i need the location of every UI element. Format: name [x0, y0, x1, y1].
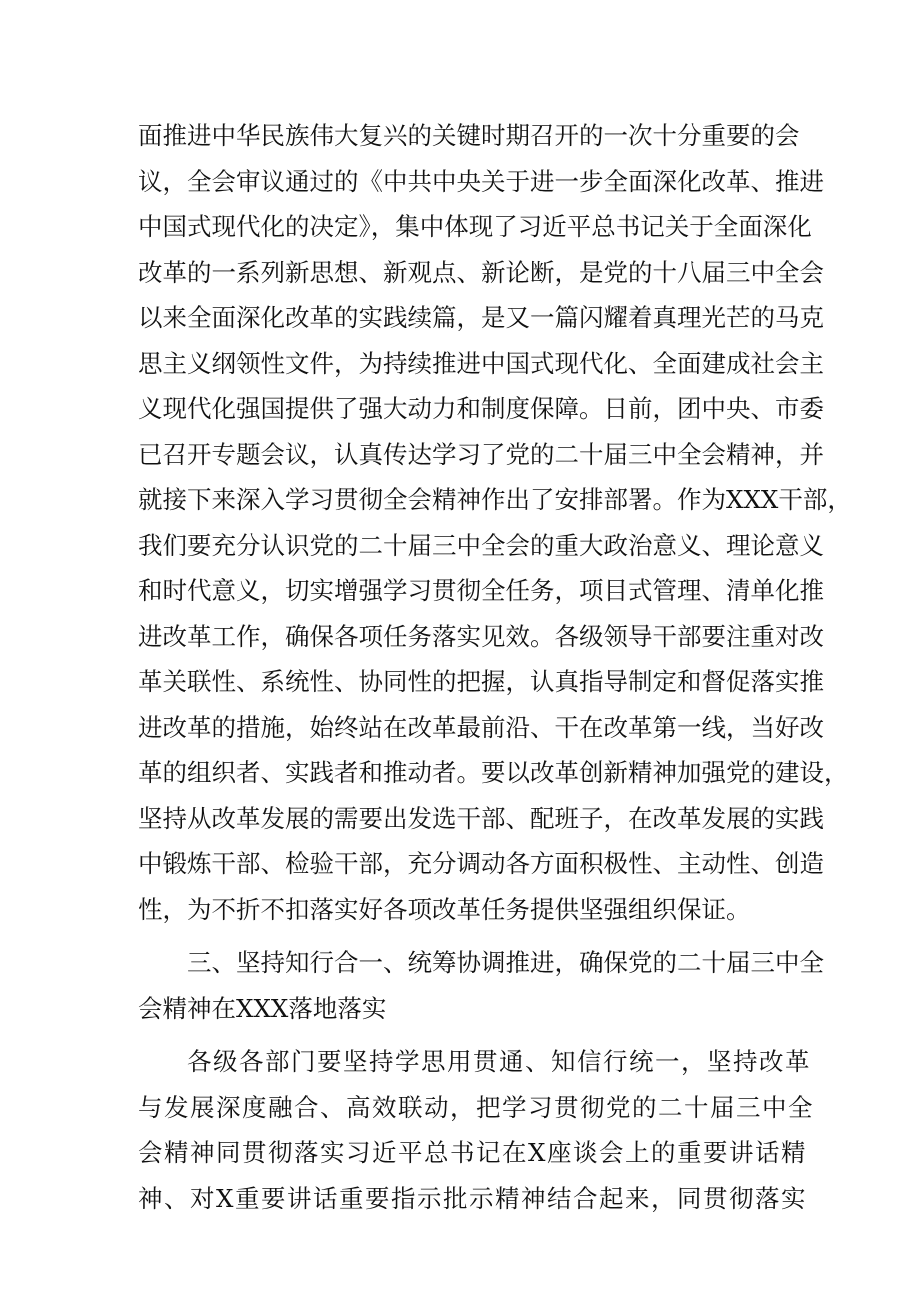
heading-line: 会精神在XXX落地落实 [138, 993, 387, 1023]
text-line: 革的组织者、实践者和推动者。要以改革创新精神加强党的建设， [138, 758, 849, 787]
text-line: 思主义纲领性文件，为持续推进中国式现代化、全面建成社会主 [138, 348, 824, 378]
text-line: 进改革的措施，始终站在改革最前沿、干在改革第一线，当好改 [138, 712, 824, 742]
text-line: 改革的一系列新思想、新观点、新论断，是党的十八届三中全会 [138, 257, 824, 287]
text-line: 神、对X重要讲话重要指示批示精神结合起来，同贯彻落实 [138, 1183, 807, 1213]
heading-line: 三、坚持知行合一、统筹协调推进，确保党的二十届三中全 [187, 948, 824, 977]
text-line: 已召开专题会议，认真传达学习了党的二十届三中全会精神，并 [138, 439, 824, 469]
text-line: 各级各部门要坚持学思用贯通、知信行统一，坚持改革 [187, 1047, 811, 1076]
document-body [138, 113, 852, 1221]
text-line: 我们要充分认识党的二十届三中全会的重大政治意义、理论意义 [138, 530, 824, 560]
text-line: 会精神同贯彻落实习近平总书记在X座谈会上的重要讲话精 [138, 1138, 807, 1167]
paragraph-2 [138, 1039, 814, 1221]
text-line: 中国式现代化的决定》，集中体现了习近平总书记关于全面深化 [138, 212, 812, 241]
section-heading [138, 940, 824, 1031]
text-line: 面推进中华民族伟大复兴的关键时期召开的一次十分重要的会 [138, 121, 800, 150]
text-line: 与发展深度融合、高效联动，把学习贯彻党的二十届三中全 [138, 1092, 814, 1122]
text-line: 革关联性、系统性、协同性的把握，认真指导制定和督促落实推 [138, 667, 824, 696]
text-line: 进改革工作，确保各项任务落实见效。各级领导干部要注重对改 [138, 621, 824, 651]
text-line: 中锻炼干部、检验干部，充分调动各方面积极性、主动性、创造 [138, 849, 824, 878]
text-line: 就接下来深入学习贯彻全会精神作出了安排部署。作为XXX干部， [138, 485, 852, 514]
text-line: 以来全面深化改革的实践续篇，是又一篇闪耀着真理光芒的马克 [138, 303, 824, 332]
text-line: 和时代意义，切实增强学习贯彻全任务，项目式管理、清单化推 [138, 576, 824, 605]
text-line: 义现代化强国提供了强大动力和制度保障。日前，团中央、市委 [138, 394, 824, 423]
text-line: 坚持从改革发展的需要出发选干部、配班子，在改革发展的实践 [138, 803, 824, 833]
text-line: 议，全会审议通过的《中共中央关于进一步全面深化改革、推进 [138, 166, 824, 196]
paragraph-1 [138, 113, 852, 932]
text-line: 性，为不折不扣落实好各项改革任务提供坚强组织保证。 [138, 894, 751, 924]
